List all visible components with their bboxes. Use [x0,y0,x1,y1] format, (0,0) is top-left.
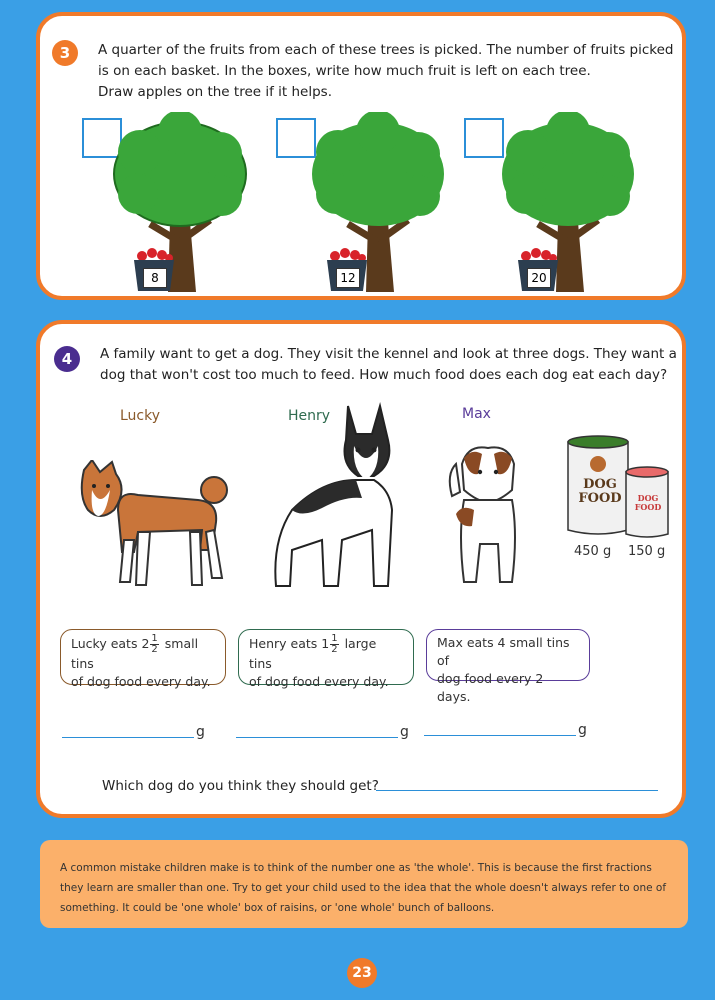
big-tin-label-line-2: FOOD [578,491,622,506]
tip-line-3: something. It could be 'one whole' box of raisins, or 'one whole' bunch of balloons. [60,902,495,914]
unit-lucky: g [196,724,205,740]
small-tin-label-line-2: FOOD [634,502,662,512]
question-3-line-3: Draw apples on the tree if it helps. [98,84,332,100]
small-tin-label-line-1: DOG [637,493,659,503]
henry-dog-icon [262,400,412,596]
parent-tip-text [60,858,670,918]
answer-line-which-dog[interactable] [376,790,658,791]
question-4-line-1: A family want to get a dog. They visit the kennel and look at three dogs. They want a [100,346,677,362]
henry-info-prefix: Henry eats 1 [249,636,330,651]
big-tin-label-line-1: DOG [583,477,617,492]
basket-1 [132,246,176,292]
lucky-dog-icon [78,460,228,590]
tree-1 [110,112,250,296]
question-3-line-2: is on each basket. In the boxes, write how much fruit is left on each tree. [98,63,591,79]
lucky-info-line-2: of dog food every day. [71,674,211,689]
unit-max: g [578,722,587,738]
tip-line-2: they learn are smaller than one. Try to get your child used to the idea that the whole doesn't always refer to one of [60,882,667,894]
question-4-panel [36,320,686,818]
question-4-text [100,344,677,386]
lucky-info-box [60,629,226,689]
tree-icon [110,112,250,296]
max-info-line-1: Max eats 4 small tins of [437,635,570,668]
question-3-panel [36,12,686,300]
answer-line-henry[interactable] [236,737,398,738]
weight-large-tin: 450 g [574,544,612,559]
henry-fraction [330,634,338,655]
henry-fraction-numerator: 1 [331,633,338,644]
lucky-info-prefix: Lucky eats 2 [71,636,150,651]
henry-info-line-1 [249,634,403,673]
page-number: 23 [347,958,377,988]
answer-line-max[interactable] [424,735,576,736]
lucky-info-line-1 [71,634,215,673]
question-3-line-1: A quarter of the fruits from each of these trees is picked. The number of fruits picked [98,42,674,58]
lucky-fraction [150,634,158,655]
lucky-info-suffix: small tins [71,636,199,671]
henry-fraction-denominator: 2 [331,644,338,655]
dog-name-lucky: Lucky [120,408,161,424]
basket-2-count: 12 [336,268,360,288]
henry-info-line-2: of dog food every day. [249,674,389,689]
lucky-fraction-denominator: 2 [151,644,158,655]
question-4-badge: 4 [54,346,80,372]
basket-3 [516,246,560,292]
question-3-badge: 3 [52,40,78,66]
max-dog-icon [438,444,538,586]
dog-name-henry: Henry [288,408,331,424]
basket-3-count: 20 [527,268,551,288]
big-tin-label [572,478,628,506]
unit-henry: g [400,724,409,740]
max-info-box [426,629,590,704]
max-info-line-2: dog food every 2 days. [437,671,544,704]
parent-tip-box [40,840,688,928]
tip-line-1: A common mistake children make is to think of the number one as 'the whole'. This is because the first fractions [60,862,652,874]
basket-1-count: 8 [143,268,167,288]
lucky-fraction-numerator: 1 [151,633,158,644]
basket-2 [325,246,369,292]
question-which-dog: Which dog do you think they should get? [102,778,379,794]
question-4-line-2: dog that won't cost too much to feed. How much food does each dog eat each day? [100,367,668,383]
weight-small-tin: 150 g [628,544,666,559]
henry-info-box [238,629,414,689]
henry-info-suffix: large tins [249,636,377,671]
small-tin-label [630,494,666,512]
answer-line-lucky[interactable] [62,737,194,738]
question-3-text [98,40,674,103]
dog-name-max: Max [462,406,491,422]
